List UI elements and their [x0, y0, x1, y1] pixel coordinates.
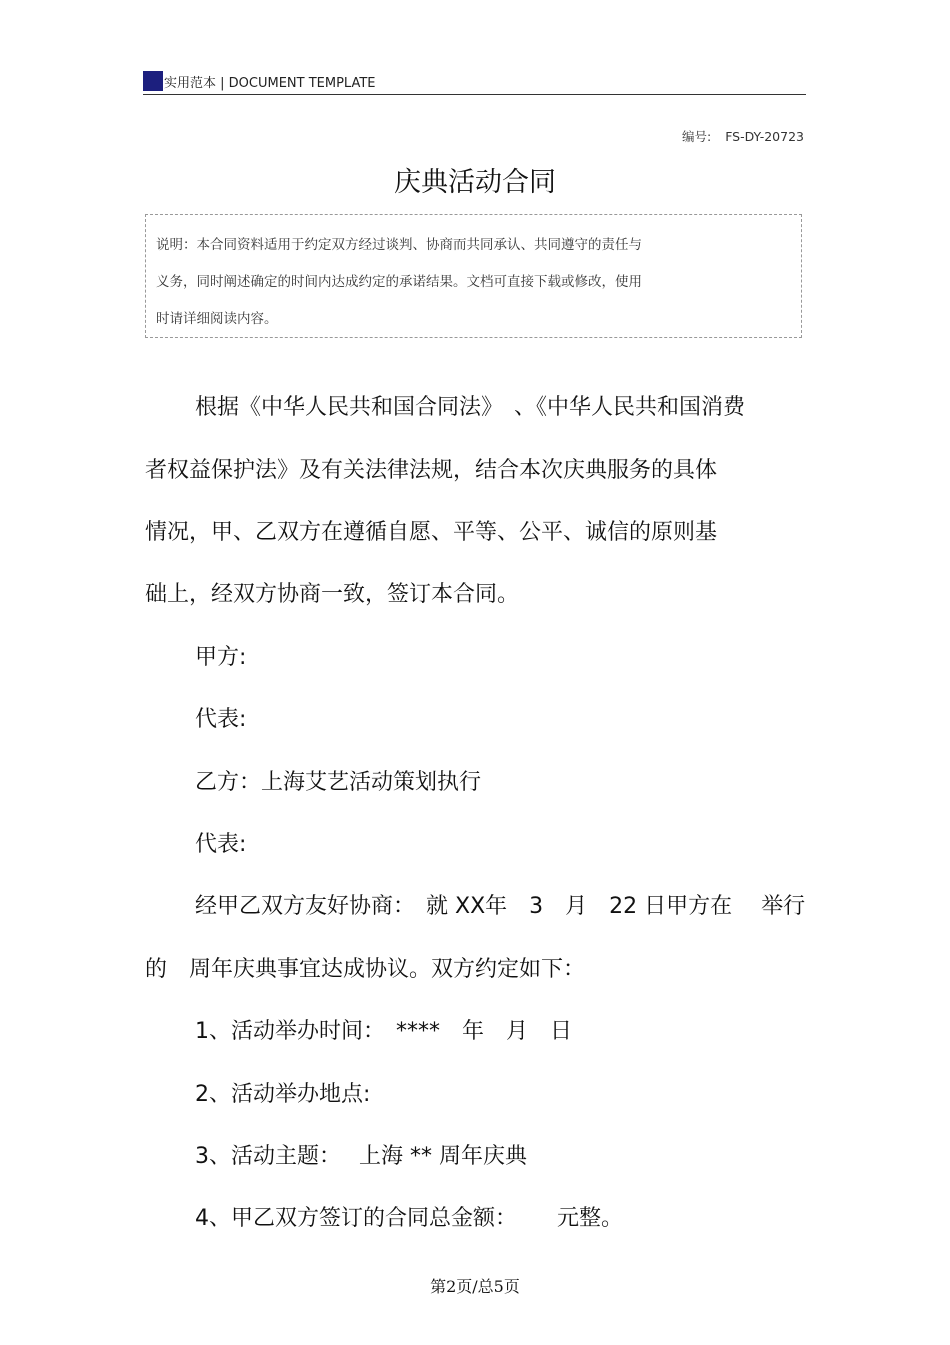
body-paragraph-line: 的 周年庆典事宜达成协议。双方约定如下： [145, 957, 586, 982]
document-header [143, 68, 806, 95]
header-text: 实用范本 | DOCUMENT TEMPLATE [164, 76, 376, 91]
body-paragraph-line: 础上，经双方协商一致，签订本合同。 [145, 582, 520, 607]
description-line: 说明：本合同资料适用于约定双方经过谈判、协商而共同承认、共同遵守的责任与 [156, 237, 642, 253]
party-b-line: 乙方：上海艾艺活动策划执行 [195, 770, 482, 795]
body-paragraph-line: 经甲乙双方友好协商： 就 XX年 3 月 22 日甲方在 举行 [195, 894, 806, 919]
party-a-representative-line: 代表: [195, 707, 247, 732]
document-number-value: FS-DY-20723 [725, 129, 804, 144]
body-paragraph-line: 根据《中华人民共和国合同法》 、《中华人民共和国消费 [195, 395, 746, 420]
description-line: 义务，同时阐述确定的时间内达成约定的承诺结果。文档可直接下载或修改，使用 [156, 274, 642, 290]
clause-item: 3、活动主题： 上海 ** 周年庆典 [195, 1144, 527, 1169]
page-footer: 第2页/总5页 [430, 1277, 520, 1296]
document-number-label: 编号: [681, 129, 712, 144]
body-paragraph-line: 情况，甲、乙双方在遵循自愿、平等、公平、诚信的原则基 [145, 520, 718, 545]
clause-item: 2、活动举办地点: [195, 1082, 371, 1107]
page-title: 庆典活动合同 [394, 167, 556, 198]
clause-item: 1、活动举办时间： **** 年 月 日 [195, 1019, 572, 1044]
clause-item: 4、甲乙双方签订的合同总金额： 元整。 [195, 1206, 623, 1231]
header-logo-square [143, 71, 163, 91]
description-box [145, 214, 802, 338]
party-a-line: 甲方: [195, 645, 247, 670]
document-number [682, 127, 804, 145]
body-paragraph-line: 者权益保护法》及有关法律法规，结合本次庆典服务的具体 [145, 458, 718, 483]
description-line: 时请详细阅读内容。 [156, 311, 278, 327]
party-b-representative-line: 代表: [195, 832, 247, 857]
